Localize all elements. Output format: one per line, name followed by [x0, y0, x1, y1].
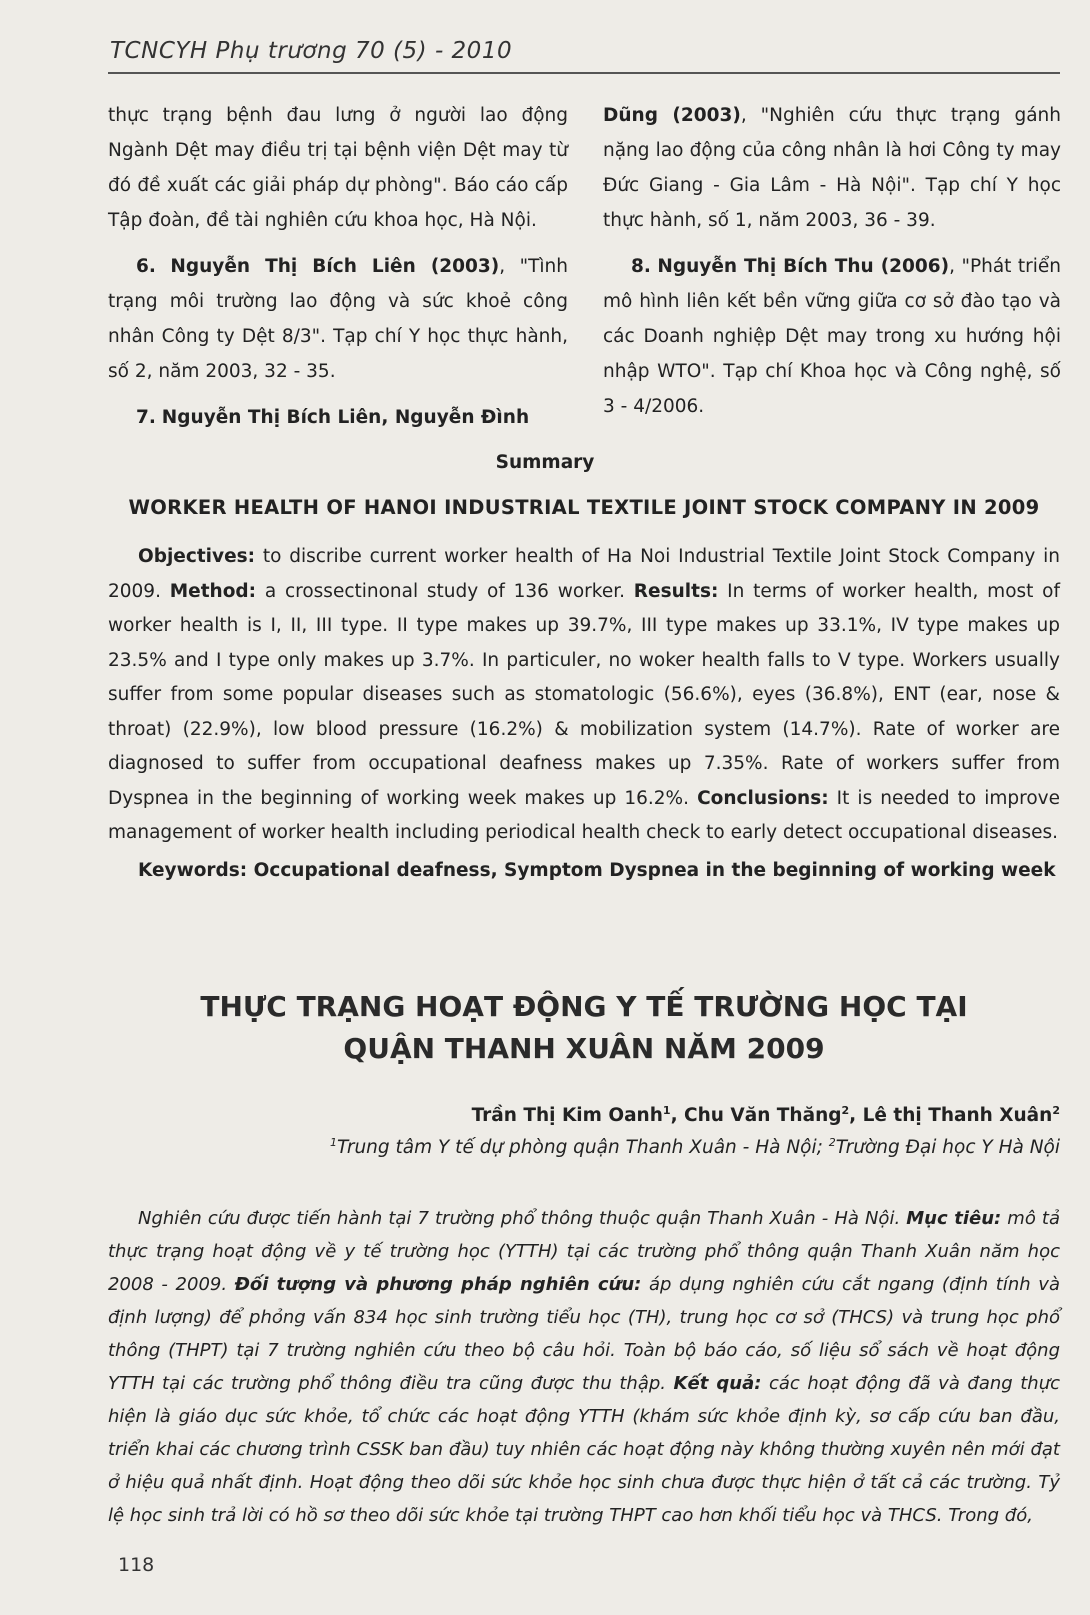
page-number: 118	[118, 1554, 155, 1576]
reference-continuation	[108, 98, 568, 238]
article-authors: Trần Thị Kim Oanh$^1$, Chu Văn Thăng$^2$, Lê thị Thanh Xuân$^2$	[471, 1104, 1060, 1127]
keywords: Keywords: Occupational deafness, Symptom Dyspnea in the beginning of working week	[138, 860, 1056, 881]
reference-authors: Dũng (2003)	[603, 105, 741, 126]
author-name: Lê thị Thanh Xuân	[862, 1105, 1053, 1127]
muc-tieu-label: Mục tiêu:	[906, 1208, 1002, 1229]
objectives-label: Objectives:	[138, 546, 256, 567]
reference-7	[108, 400, 568, 435]
reference-text: thực trạng bệnh đau lưng ở người lao động Ngành Dệt may điều trị tại bệnh viện Dệt may từ đó đề xuất các giải pháp dự phòng". Báo cáo cấp Tập đoàn, đề tài nghiên cứu khoa học, Hà Nội.	[108, 105, 568, 231]
affiliation-mark: 1	[329, 1136, 337, 1149]
header-rule	[108, 72, 1060, 74]
conclusions-label: Conclusions:	[697, 787, 829, 809]
reference-number: 8.	[631, 256, 651, 277]
ket-qua-text: các hoạt động đã và đang thực hiện là giáo dục sức khỏe, tổ chức các hoạt động YTTH (khám sức khỏe định kỳ, sơ cấp cứu ban đầu, triển khai các chương trình CSSK ban đầu) tuy nhiên các hoạt động này không thường xuyên nên mới đạt ở hiệu quả nhất định. Hoạt động theo dõi sức khỏe học sinh chưa được thực hiện ở tất cả các trường. Tỷ lệ học sinh trả lời có hồ sơ theo dõi sức khỏe tại trường THPT cao hơn khối tiểu học và THCS. Trong đó,	[108, 1373, 1060, 1526]
reference-6	[108, 249, 568, 389]
summary-label: Summary	[495, 452, 595, 473]
author-name: Trần Thị Kim Oanh	[471, 1105, 663, 1127]
muc-tieu-text: mô tả thực trạng hoạt động về y tế trường học (YTTH) tại các trường phổ thông quận Thanh Xuân năm học 2008 - 2009.	[108, 1208, 1060, 1295]
reference-number: 7.	[136, 407, 156, 428]
summary-title: WORKER HEALTH OF HANOI INDUSTRIAL TEXTILE JOINT STOCK COMPANY IN 2009	[128, 496, 1040, 519]
reference-text: , "Nghiên cứu thực trạng gánh nặng lao động của công nhân là hơi Công ty may Đức Giang - Gia Lâm - Hà Nội". Tạp chí Y học thực hành, số 1, năm 2003, 36 - 39.	[603, 105, 1061, 231]
affiliation-text: Trường Đại học Y Hà Nội	[835, 1137, 1060, 1159]
conclusions-text: It is needed to improve management of worker health including periodical health check to early detect occupational diseases.	[108, 787, 1060, 843]
references-left-column	[108, 98, 568, 446]
author-affiliation-mark: 2	[841, 1104, 850, 1117]
doi-tuong-text: áp dụng nghiên cứu cắt ngang (định tính và định lượng) để phỏng vấn 834 học sinh trường tiểu học (TH), trung học cơ sở (THCS) và trung học phổ thông (THPT) tại 7 trường nghiên cứu theo bộ câu hỏi. Toàn bộ báo cáo, số liệu sổ sách về hoạt động YTTH tại các trường phổ thông điều tra cũng được thu thập.	[108, 1274, 1060, 1394]
article-affiliations	[330, 1136, 1060, 1158]
abstract-intro: Nghiên cứu được tiến hành tại 7 trường phổ thông thuộc quận Thanh Xuân - Hà Nội.	[138, 1208, 907, 1229]
author-affiliation-mark: 1	[662, 1104, 671, 1117]
results-label: Results:	[633, 580, 719, 602]
english-abstract	[108, 540, 1060, 851]
reference-7-continuation	[603, 98, 1061, 238]
results-text: In terms of worker health, most of worker health is I, II, III type. II type makes up 39.7%, III type makes up 33.1%, IV type makes up 23.5% and I type only makes up 3.7%. In particuler, no woker health falls to V type. Workers usually suffer from some popular diseases such as stomatologic (56.6%), eyes (36.8%), ENT (ear, nose & throat) (22.9%), low blood pressure (16.2%) & mobilization system (14.7%). Rate of worker are diagnosed to suffer from occupational deafness makes up 7.35%. Rate of workers suffer from Dyspnea in the beginning of working week makes up 16.2%.	[108, 580, 1061, 809]
article-title-line-1: THỰC TRẠNG HOẠT ĐỘNG Y TẾ TRƯỜNG HỌC TẠI	[200, 990, 968, 1023]
reference-8	[603, 249, 1061, 424]
method-text: a crossectinonal study of 136 worker.	[256, 580, 634, 602]
article-title	[108, 986, 1060, 1070]
objectives-text: to discribe current worker health of Ha Noi Industrial Textile Joint Stock Company in 2009.	[108, 546, 1060, 602]
reference-authors: Nguyễn Thị Bích Liên, Nguyễn Đình	[161, 407, 530, 428]
reference-text: , "Phát triển mô hình liên kết bền vững giữa cơ sở đào tạo và các Doanh nghiệp Dệt may trong xu hướng hội nhập WTO". Tạp chí Khoa học và Công nghệ, số 3 - 4/2006.	[603, 256, 1061, 417]
vietnamese-abstract	[108, 1202, 1060, 1532]
author-affiliation-mark: 2	[1052, 1104, 1060, 1117]
reference-text: , "Tình trạng môi trường lao động và sức khoẻ công nhân Công ty Dệt 8/3". Tạp chí Y học thực hành, số 2, năm 2003, 32 - 35.	[108, 256, 568, 382]
doi-tuong-label: Đối tượng và phương pháp nghiên cứu:	[234, 1274, 642, 1295]
reference-number: 6.	[136, 256, 156, 277]
reference-authors: Nguyễn Thị Bích Thu (2006)	[657, 256, 950, 277]
reference-authors: Nguyễn Thị Bích Liên (2003)	[170, 256, 500, 277]
method-label: Method:	[169, 580, 257, 602]
affiliation-mark: 2	[828, 1136, 836, 1149]
references-right-column	[603, 98, 1061, 435]
ket-qua-label: Kết quả:	[673, 1373, 762, 1394]
article-title-line-2: QUẬN THANH XUÂN NĂM 2009	[343, 1032, 825, 1065]
running-header: TCNCYH Phụ trương 70 (5) - 2010	[110, 38, 513, 64]
author-name: Chu Văn Thăng	[684, 1105, 842, 1127]
affiliation-text: Trung tâm Y tế dự phòng quận Thanh Xuân - Hà Nội;	[336, 1137, 829, 1159]
